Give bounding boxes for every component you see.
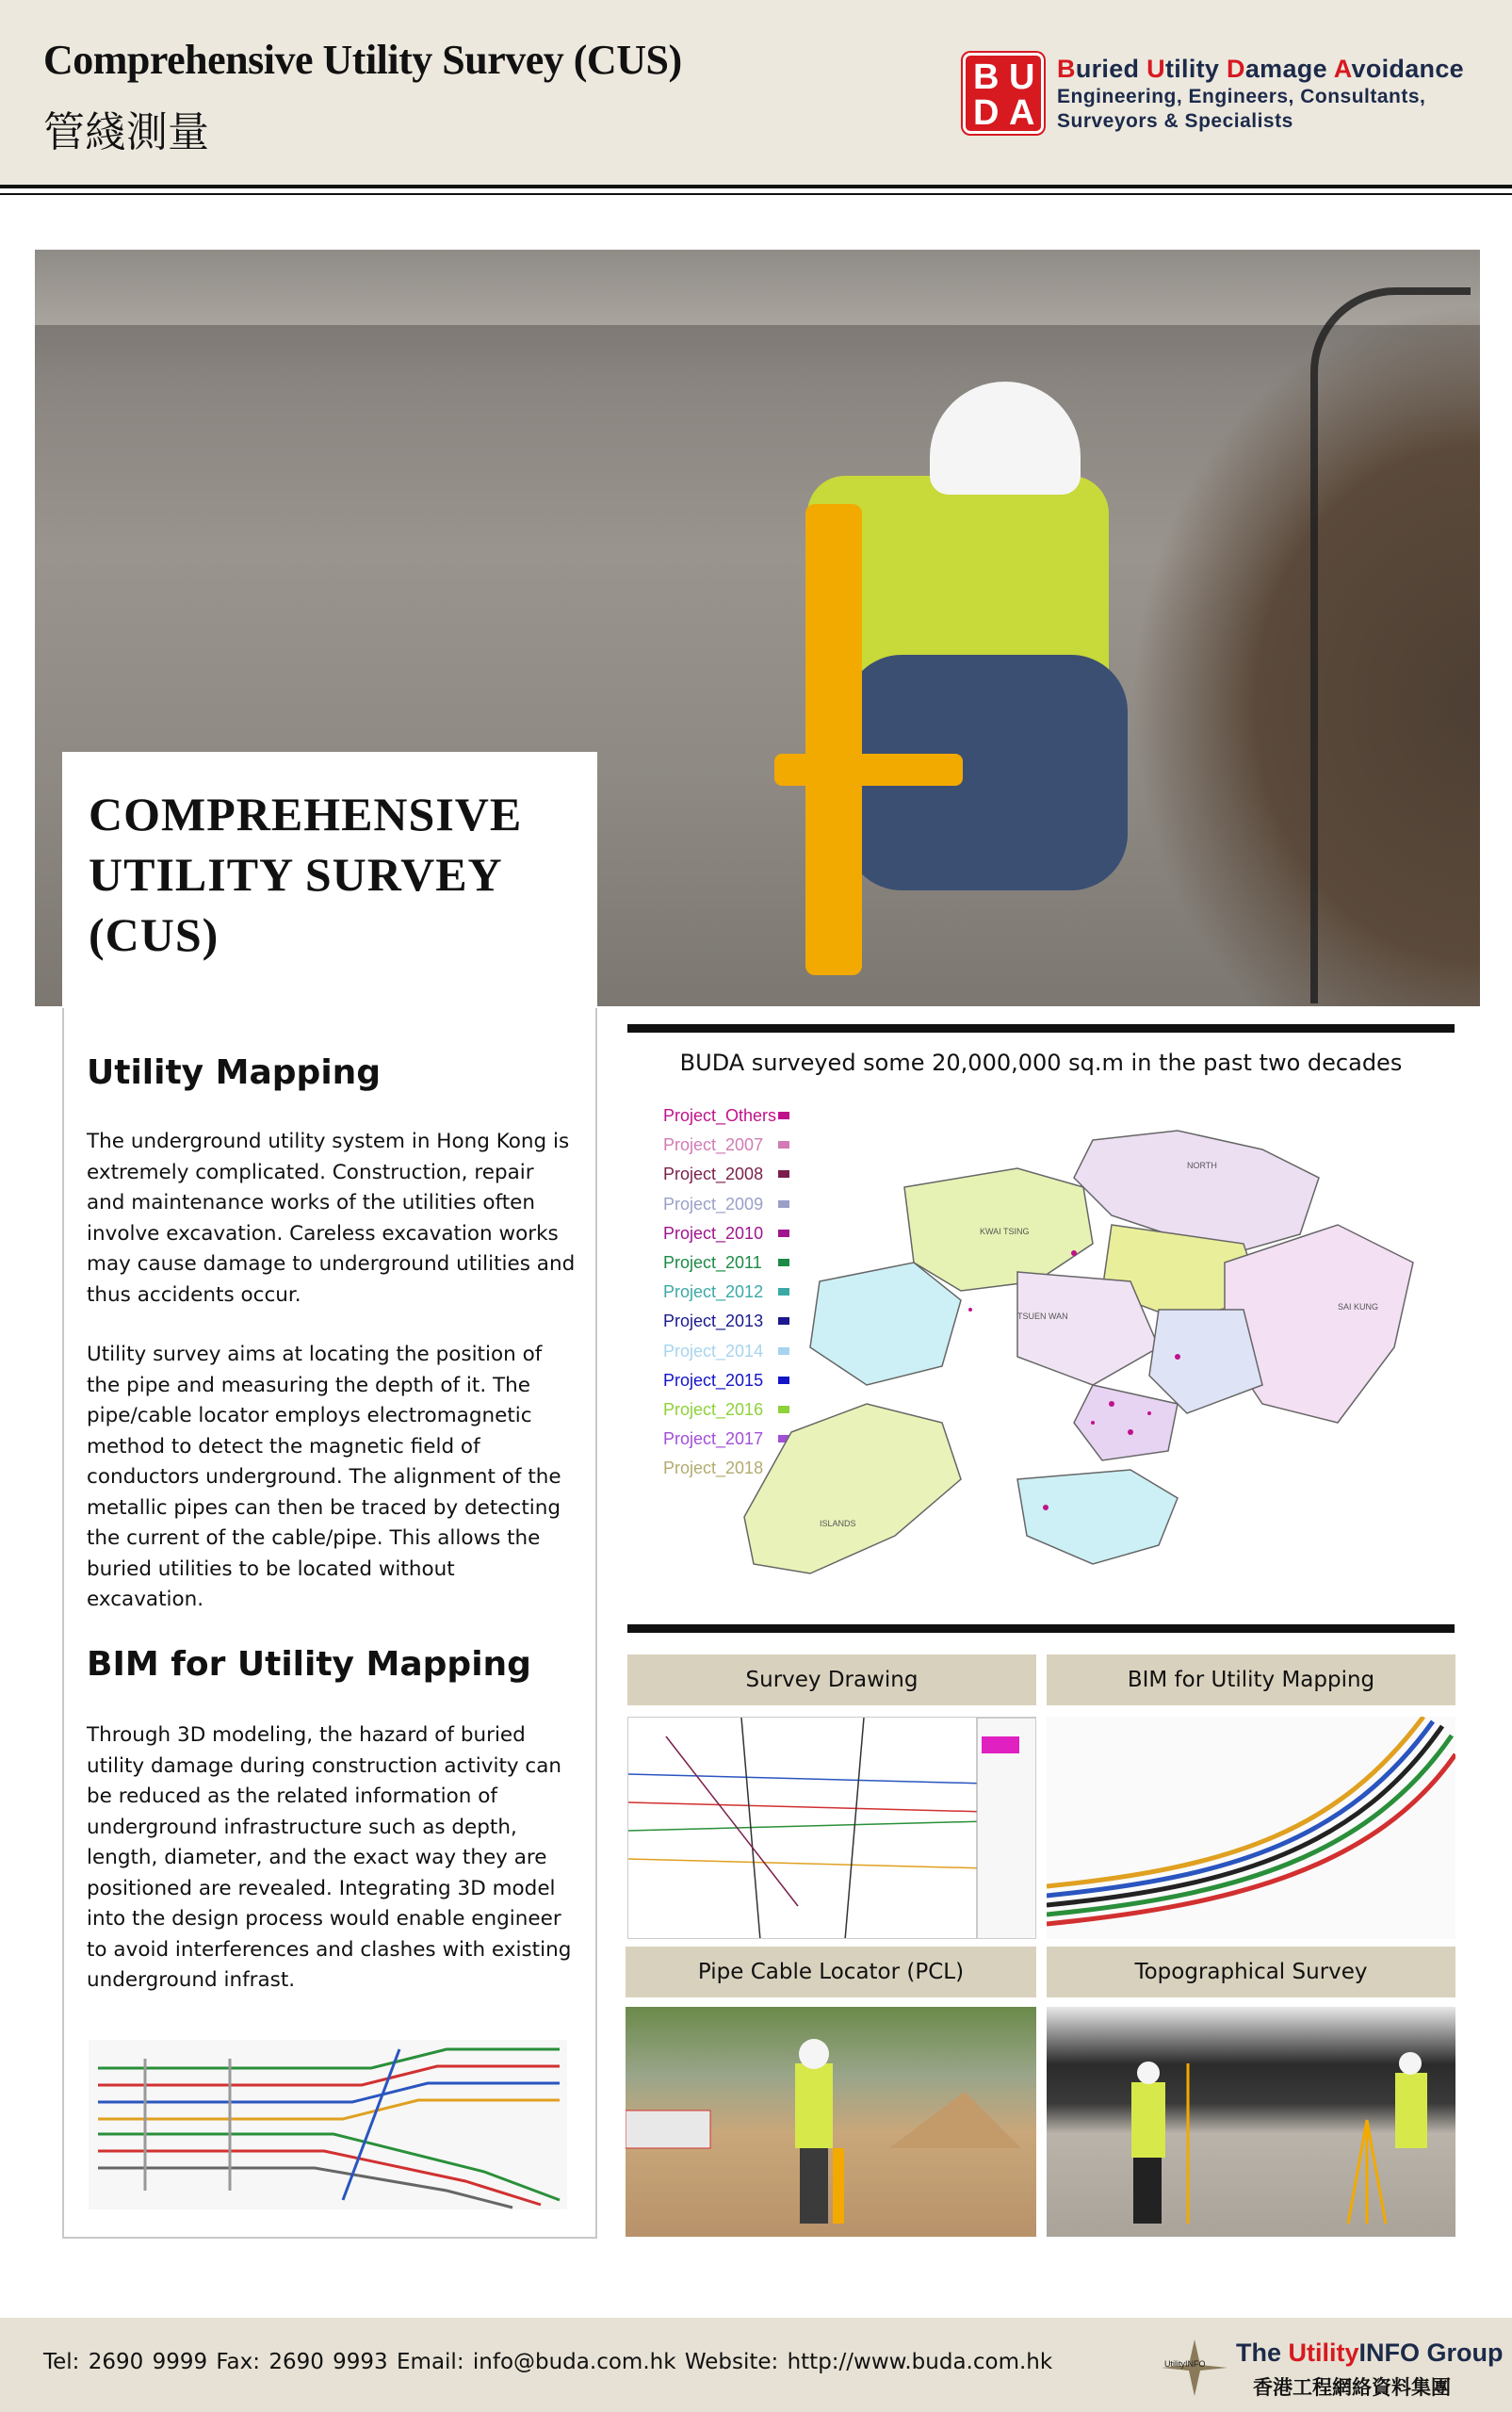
legend-label: Project_Others [663, 1106, 777, 1125]
survey-drawing-illustration [628, 1718, 1036, 1939]
map-label-islands: ISLANDS [820, 1519, 856, 1528]
pcl-tile-label: Pipe Cable Locator (PCL) [626, 1947, 1036, 1997]
page-header [0, 0, 1512, 185]
legend-label: Project_2015 [663, 1370, 764, 1390]
pcl-photo [626, 2007, 1036, 2237]
utilityinfo-group-name: The UtilityINFO Group [1236, 2339, 1504, 2367]
hero-title-box [62, 752, 597, 1008]
topo-tile-label: Topographical Survey [1047, 1947, 1455, 1997]
header-divider-thin [0, 193, 1512, 195]
legend-label: Project_2017 [663, 1429, 764, 1449]
utility-mapping-heading: Utility Mapping [87, 1053, 382, 1092]
map-label-north: NORTH [1187, 1161, 1217, 1170]
map-region-hk-island [1017, 1470, 1178, 1564]
legend-label: Project_2009 [663, 1194, 764, 1214]
topo-photo-illustration [1047, 2007, 1455, 2237]
bim-tile-label: BIM for Utility Mapping [1047, 1654, 1455, 1705]
logo-letter-b: B [973, 57, 1000, 97]
legend-label: Project_2012 [663, 1282, 764, 1302]
utilityinfo-compass-logo [1157, 2335, 1232, 2401]
page-title-chinese: 管綫測量 [43, 108, 209, 156]
legend-label: Project_2018 [663, 1459, 764, 1478]
tiles-top-rule [627, 1624, 1455, 1633]
survey-drawing-label: Survey Drawing [627, 1654, 1036, 1705]
legend-label: Project_2007 [663, 1135, 764, 1155]
bim-tile-image [1047, 1717, 1455, 1939]
logo-text: UtilityINFO [1164, 2359, 1206, 2369]
brand-tagline-1: Engineering, Engineers, Consultants, [1057, 86, 1426, 107]
photo-pipe-locator [805, 504, 862, 975]
legend-label: Project_2008 [663, 1165, 764, 1184]
legend-label: Project_2014 [663, 1341, 764, 1361]
map-region-tuen-mun [810, 1263, 961, 1385]
bim-model-image [89, 2040, 567, 2209]
logo-letter-u: U [1009, 57, 1035, 97]
hero-title: COMPREHENSIVE UTILITY SURVEY (CUS) [89, 788, 523, 961]
survey-drawing-image [627, 1717, 1036, 1939]
left-column [62, 1008, 597, 2239]
map-region-kowloon [1074, 1385, 1178, 1460]
photo-locator-handle [774, 754, 963, 786]
legend-label: Project_2011 [663, 1252, 762, 1272]
buda-logo [963, 53, 1044, 134]
map-region-lantau [744, 1404, 961, 1573]
hong-kong-survey-map [735, 1121, 1432, 1611]
logo-letter-d: D [973, 93, 1000, 133]
photo-fence [1310, 287, 1471, 1003]
page-footer [0, 2318, 1512, 2412]
bim-model-illustration [89, 2040, 567, 2209]
buda-brand-text [1057, 55, 1464, 133]
map-top-rule [627, 1024, 1455, 1033]
utility-mapping-paragraph-2: Utility survey aims at locating the position of the pipe and measuring the depth of it. The pipe/cable locator employs electromagnetic method to detect the magnetic field of conductors underground. The alignment of the metallic pipes can then be traced by detecting the current of the cable/pipe. This allows the buried utilities to be located without excavation. [87, 1343, 561, 1611]
map-caption: BUDA surveyed some 20,000,000 sq.m in the past two decades [679, 1050, 1403, 1076]
photo-worker-helmet [930, 382, 1081, 495]
map-region-east-nt [1149, 1310, 1262, 1413]
topographical-survey-photo [1047, 2007, 1455, 2237]
legend-label: Project_2016 [663, 1399, 764, 1419]
bim-pipes-illustration [1047, 1717, 1455, 1939]
map-label-kwai-tsing: KWAI TSING [980, 1227, 1030, 1236]
map-region-sai-kung [1225, 1225, 1413, 1423]
contact-info: Tel: 2690 9999 Fax: 2690 9993 Email: info@buda.com.hk Website: http://www.buda.com.hk [43, 2350, 1053, 2374]
brand-name: Buried Utility Damage Avoidance [1057, 55, 1464, 83]
legend-swatch [778, 1112, 789, 1119]
map-label-sai-kung: SAI KUNG [1338, 1302, 1379, 1312]
legend-label: Project_2013 [663, 1312, 764, 1331]
page-title: Comprehensive Utility Survey (CUS) [43, 37, 682, 83]
utilityinfo-group-name-chinese: 香港工程網絡資料集團 [1253, 2375, 1451, 2399]
legend-label: Project_2010 [663, 1223, 764, 1243]
header-divider [0, 185, 1512, 188]
map-label-tsuen-wan: TSUEN WAN [1017, 1312, 1068, 1321]
bim-heading: BIM for Utility Mapping [87, 1645, 531, 1684]
bim-paragraph: Through 3D modeling, the hazard of buried utility damage during construction activity can be reduced as the related information of underground infrastructure such as depth, length, diameter, and the exact way they are positioned are revealed. Integrating 3D model into the design process would enable engineer to avoid interferences and clashes with existing underground infrast. [87, 1723, 572, 1992]
logo-letter-a: A [1009, 93, 1035, 133]
pcl-photo-illustration [626, 2007, 1036, 2237]
utility-mapping-paragraph-1: The underground utility system in Hong Kong is extremely complicated. Construction, repair and maintenance works of the utilities often involve excavation. Careless excavation works may cause damage to underground utilities and thus accidents occur. [87, 1130, 576, 1307]
brand-tagline-2: Surveyors & Specialists [1057, 110, 1293, 132]
